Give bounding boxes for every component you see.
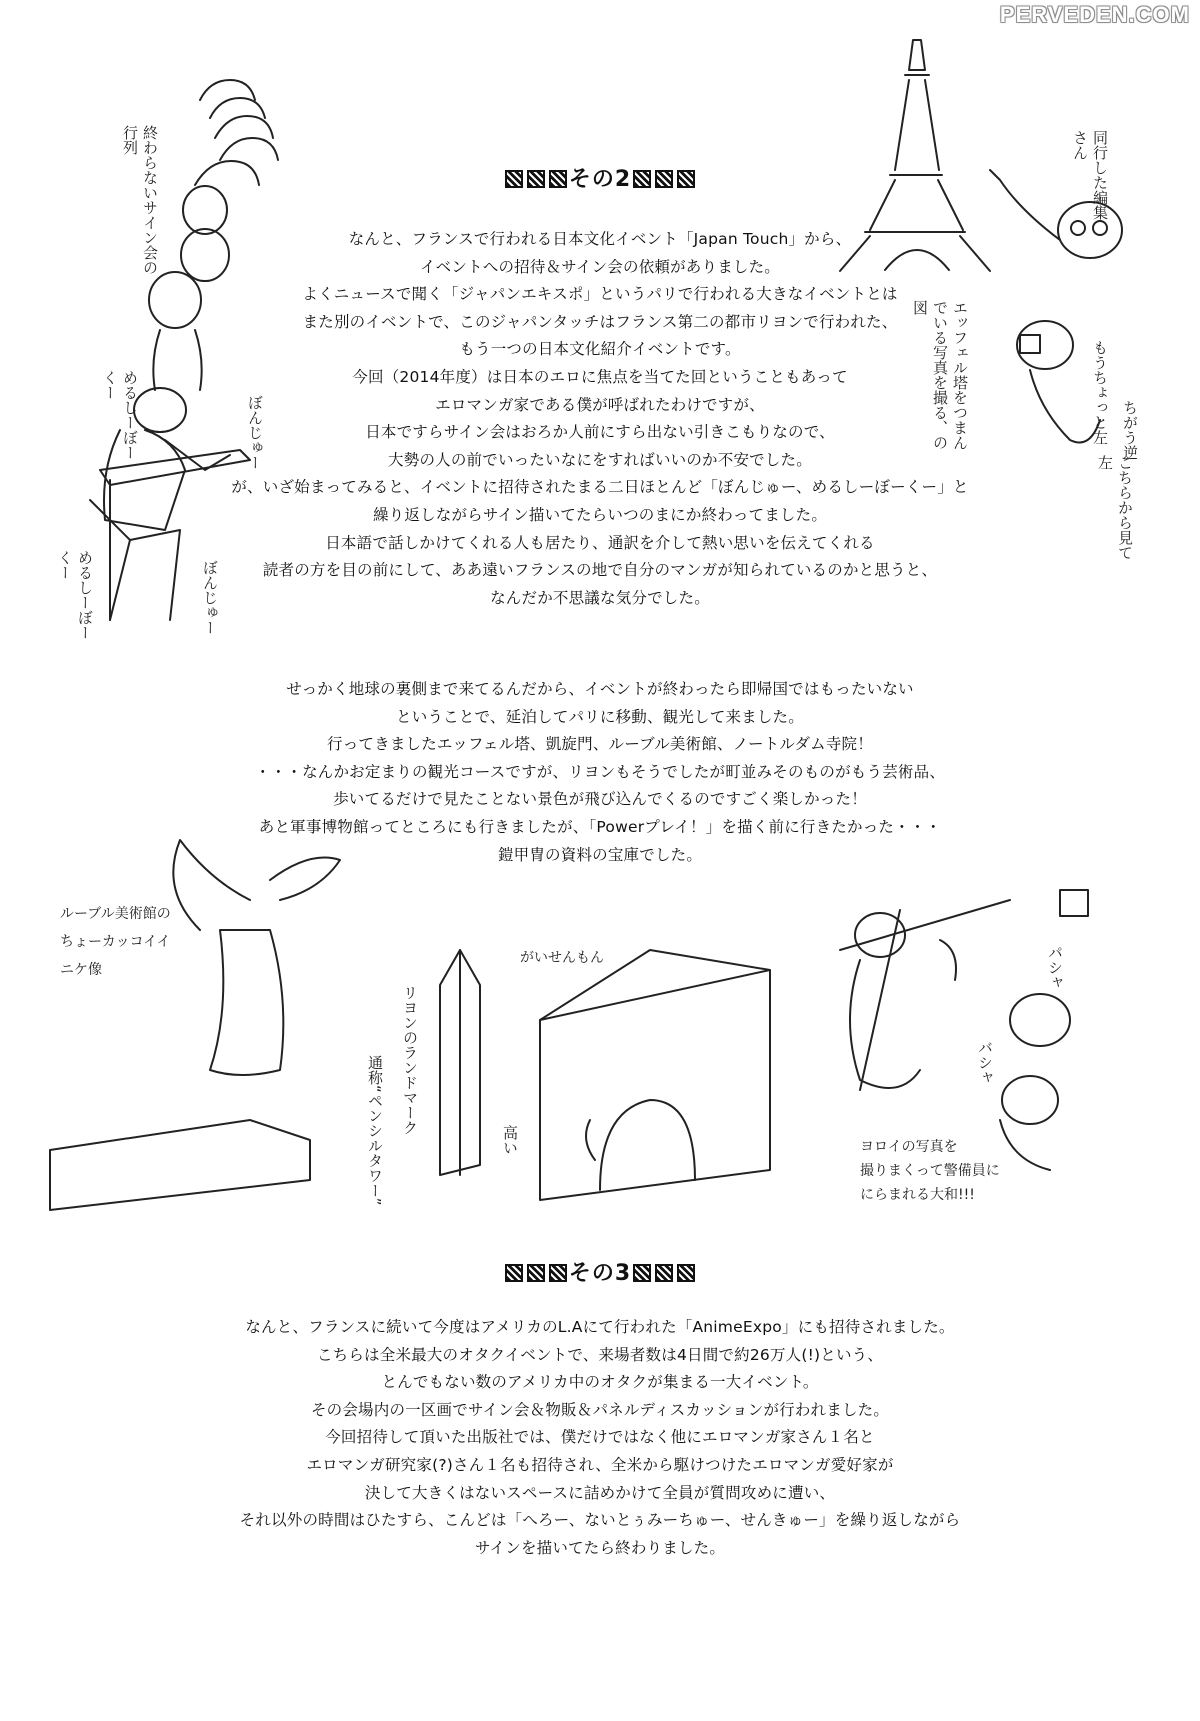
pasha-note: パシャ [1046,945,1064,990]
text-line: せっかく地球の裏側まで来てるんだから、イベントが終わったら即帰国ではもったいない [286,680,914,698]
bonjour-note: ぼんじゅー [246,395,264,470]
text-line: それ以外の時間はひたすら、こんどは「へろー、ないとぅみーちゅー、せんきゅー」を繰り返しながら [239,1511,961,1530]
nike-statue-drawing [50,840,340,1210]
text-line: 今回（2014年度）は日本のエロに焦点を当てた回ということもあって [352,367,848,386]
checker-icon [655,170,673,188]
move-left-note: もうちょっと左 [1091,340,1109,445]
section-3-body [0,1314,1200,1562]
watermark: PERVEDEN.COM [999,2,1190,27]
text-line: 決して大きくはないスペースに詰めかけて全員が質問攻めに遭い、 [364,1483,836,1502]
pencil-tower-drawing [440,950,480,1175]
checker-icon [505,1264,523,1282]
text-line: その会場内の一区画でサイン会＆物販＆パネルディスカッションが行われました。 [310,1400,890,1419]
text-line: とんでもない数のアメリカ中のオタクが集まる一大イベント。 [381,1373,819,1392]
louvre-note: ルーブル美術館の ちょーカッコイイ ニケ像 [60,906,171,978]
bonjour-note-2: ぼんじゅー [201,560,219,635]
text-line: なんだか不思議な気分でした。 [490,588,710,607]
wrong-way-note: ちがう逆 [1121,400,1139,460]
text-line: 今回招待して頂いた出版社では、僕だけではなく他にエロマンガ家さん１名と [325,1428,875,1447]
text-line: 鎧甲冑の資料の宝庫でした。 [497,845,703,864]
checker-icon [549,1264,567,1282]
text-line: エロマンガ研究家(?)さん１名も招待され、全米から駆けつけたエロマンガ愛好家が [306,1455,894,1474]
text-line: よくニュースで聞く「ジャパンエキスポ」というパリで行われる大きなイベントとは [302,285,898,304]
checker-icon [527,1264,545,1282]
text-line: なんと、フランスに続いて今度はアメリカのL.Aにて行われた「AnimeExpo」にも招待されました。 [245,1318,955,1336]
arc-de-triomphe-drawing [540,950,770,1200]
armor-museum-drawing [840,890,1088,1170]
lyon-landmark-note: リヨンのランドマーク [401,985,419,1135]
arc-note: がいせんもん [520,950,604,966]
basha-note: バシャ [976,1040,994,1085]
armor-note: ヨロイの写真を 撮りまくって警備員に にらまれる大和!!! [860,1139,1000,1203]
checker-icon [505,170,523,188]
text-line: もう一つの日本文化紹介イベントです。 [459,340,741,359]
text-line: 読者の方を目の前にして、ああ遠いフランスの地で自分のマンガが知られているのかと思うと、 [262,561,938,580]
queue-note: 終わらないサイン会の行列 [121,125,159,275]
section-3-title: その3 [568,1261,632,1286]
section-2-body-b [0,676,1200,869]
section-2-title: その2 [568,167,632,192]
text-line: サインを描いてたら終わりました。 [474,1538,726,1557]
checker-icon [527,170,545,188]
pencil-tower-note: 通称“ペンシルタワー” [366,1055,384,1206]
tall-note: 高い [501,1125,519,1155]
checker-icon [549,170,567,188]
section-2-heading [0,162,1200,193]
editor-note: 同行した編集さん [1071,130,1109,220]
checker-icon [677,1264,695,1282]
text-line: 歩いてるだけで見たことない景色が飛び込んでくるのですごく楽しかった！ [333,790,867,809]
text-line: また別のイベントで、このジャパンタッチはフランス第二の都市リヨンで行われた、 [302,312,898,331]
text-line: が、いざ始まってみると、イベントに招待されたまる二日ほとんど「ぼんじゅー、めるしーぼーくー」と [231,478,969,497]
checker-icon [655,1264,673,1282]
checker-icon [677,170,695,188]
text-line: ということで、延泊してパリに移動、観光して来ました。 [396,707,804,726]
text-line: 繰り返しながらサイン描いてたらいつのまにか終わってました。 [372,505,828,524]
section-2-body [0,226,1200,612]
text-line: エロマンガ家である僕が呼ばれたわけですが、 [435,395,765,414]
viewer-left-note: こちらから見て左 [1096,455,1134,560]
merci-note-2: めるしーぼーくー [56,550,94,640]
text-line: ・・・なんかお定まりの観光コースですが、リヨンもそうでしたが町並みそのものがもう芸術品、 [254,762,946,781]
text-line: 日本語で話しかけてくれる人も居たり、通訳を介して熱い思いを伝えてくれる [325,533,875,552]
section-3-heading [0,1256,1200,1287]
text-line: あと軍事博物館ってところにも行きましたが、「Powerプレイ！」を描く前に行きたかった・・・ [258,817,942,836]
eiffel-photo-note: エッフェル塔をつまんでいる写真を撮る、の図 [911,300,969,450]
text-line: こちらは全米最大のオタクイベントで、来場者数は4日間で約26万人(!)という、 [316,1345,884,1364]
text-line: なんと、フランスで行われる日本文化イベント「Japan Touch」から、 [348,230,852,248]
text-line: 大勢の人の前でいったいなにをすればいいのか不安でした。 [388,450,812,469]
text-line: 行ってきましたエッフェル塔、凱旋門、ルーブル美術館、ノートルダム寺院！ [327,735,873,754]
text-line: 日本ですらサイン会はおろか人前にすら出ない引きこもりなので、 [365,423,835,442]
checker-icon [633,170,651,188]
checker-icon [633,1264,651,1282]
merci-note: めるしーぼーくー [101,370,139,460]
text-line: イベントへの招待＆サイン会の依頼がありました。 [419,257,781,276]
